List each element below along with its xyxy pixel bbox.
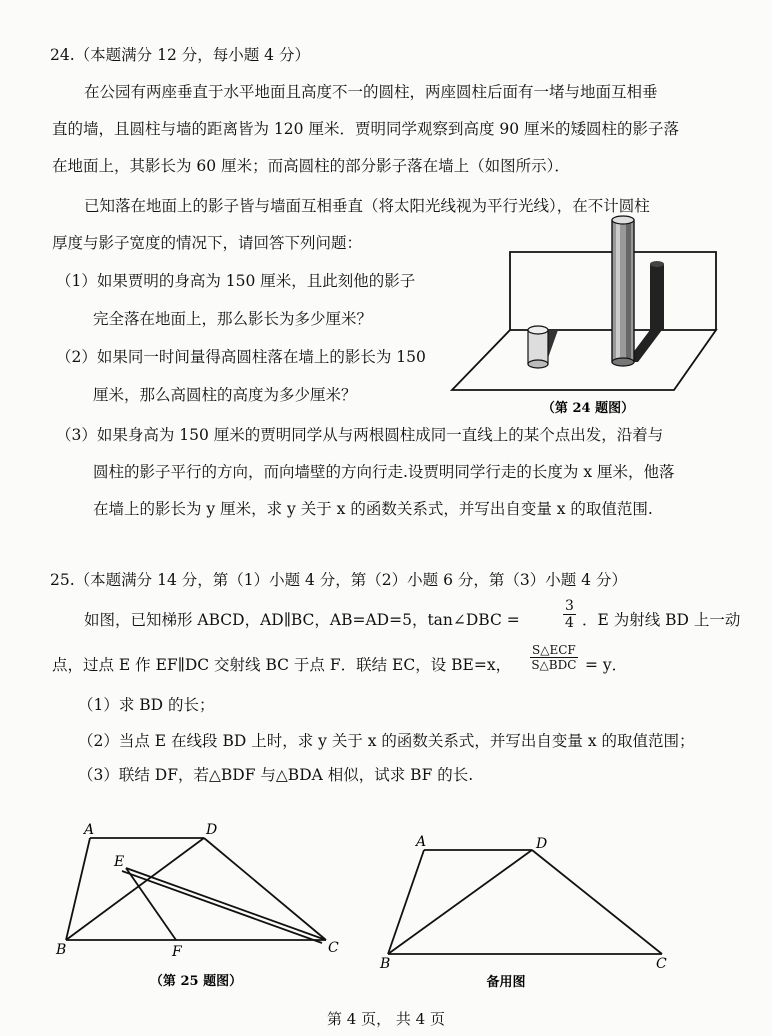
label-C: C bbox=[328, 940, 339, 956]
ratio-denominator: S△BDC bbox=[531, 658, 577, 672]
q25-line2-part-a: 点，过点 E 作 EF∥DC 交射线 BC 于点 F．联结 EC，设 BE=x， bbox=[52, 656, 512, 674]
area-ratio-fraction bbox=[530, 643, 578, 672]
tan-numerator: 3 bbox=[565, 598, 574, 614]
tall-cylinder bbox=[612, 216, 634, 366]
q25-figure bbox=[48, 820, 358, 995]
ground-outline bbox=[452, 330, 716, 390]
label-F: F bbox=[172, 944, 182, 960]
q24-sub3-line3: 在墙上的影长为 y 厘米，求 y 关于 x 的函数关系式，并写出自变量 x 的取值范围. bbox=[93, 500, 653, 518]
q24-sub1-line1: （1）如果贾明的身高为 150 厘米，且此刻他的影子 bbox=[56, 272, 416, 290]
q24-figure-caption: （第 24 题图） bbox=[541, 401, 635, 416]
q25-intro-part-b: ．E 为射线 BD 上一动 bbox=[582, 611, 741, 629]
tan-fraction bbox=[563, 598, 576, 631]
q24-para1-line2: 直的墙，且圆柱与墙的距离皆为 120 厘米．贾明同学观察到高度 90 厘米的矮圆柱的影子落 bbox=[52, 120, 680, 138]
q24-header: 24.（本题满分 12 分，每小题 4 分） bbox=[50, 46, 310, 64]
q24-figure bbox=[448, 212, 728, 420]
label-E: E bbox=[114, 854, 125, 870]
q24-para2-line2: 厚度与影子宽度的情况下，请回答下列问题： bbox=[52, 234, 363, 252]
q24-para1-line1: 在公园有两座垂直于水平地面且高度不一的圆柱，两座圆柱后面有一堵与地面互相垂 bbox=[84, 83, 658, 101]
label-D: D bbox=[206, 822, 218, 838]
label-A: A bbox=[84, 822, 95, 838]
q24-sub3-line2: 圆柱的影子平行的方向，而向墙壁的方向行走.设贾明同学行走的长度为 x 厘米，他落 bbox=[93, 463, 675, 481]
q24-para1-line3: 在地面上，其影长为 60 厘米；而高圆柱的部分影子落在墙上（如图所示）． bbox=[52, 157, 570, 175]
q24-para2-line1: 已知落在地面上的影子皆与墙面互相垂直（将太阳光线视为平行光线），在不计圆柱 bbox=[84, 197, 650, 215]
label-B: B bbox=[56, 942, 67, 958]
q25-figure-caption: （第 25 题图） bbox=[149, 974, 243, 989]
q25-sub2: （2）当点 E 在线段 BD 上时，求 y 关于 x 的函数关系式，并写出自变量 x 的取值范围； bbox=[78, 732, 695, 750]
backup-label-D: D bbox=[536, 836, 548, 852]
tan-denominator: 4 bbox=[565, 615, 574, 631]
q25-sub3: （3）联结 DF，若△BDF 与△BDA 相似，试求 BF 的长. bbox=[78, 766, 474, 784]
backup-label-B: B bbox=[380, 956, 391, 972]
backup-label-A: A bbox=[416, 834, 427, 850]
tall-cylinder-wall-shadow bbox=[650, 264, 664, 330]
q25-backup-figure bbox=[372, 830, 692, 1000]
q24-sub1-line2: 完全落在地面上，那么影长为多少厘米？ bbox=[93, 310, 373, 328]
page-footer: 第 4 页， 共 4 页 bbox=[327, 1010, 445, 1028]
q25-intro-part-a: 如图，已知梯形 ABCD，AD∥BC，AB=AD=5，tan∠DBC = bbox=[84, 611, 520, 629]
q25-sub1: （1）求 BD 的长； bbox=[78, 696, 215, 714]
q24-sub2-line2: 厘米，那么高圆柱的高度为多少厘米？ bbox=[93, 386, 357, 404]
q24-sub3-line1: （3）如果身高为 150 厘米的贾明同学从与两根圆柱成同一直线上的某个点出发，沿着与 bbox=[56, 426, 664, 444]
backup-label-C: C bbox=[656, 956, 667, 972]
q25-header: 25.（本题满分 14 分，第（1）小题 4 分，第（2）小题 6 分，第（3）小题 4 分） bbox=[50, 571, 627, 589]
q25-backup-caption: 备用图 bbox=[486, 975, 526, 990]
short-cylinder bbox=[528, 326, 548, 368]
q25-line2-part-b: = y． bbox=[585, 656, 628, 674]
q24-sub2-line1: （2）如果同一时间量得高圆柱落在墙上的影长为 150 bbox=[56, 348, 426, 366]
ratio-numerator: S△ECF bbox=[532, 643, 576, 657]
wall-shadow-top bbox=[650, 261, 664, 267]
